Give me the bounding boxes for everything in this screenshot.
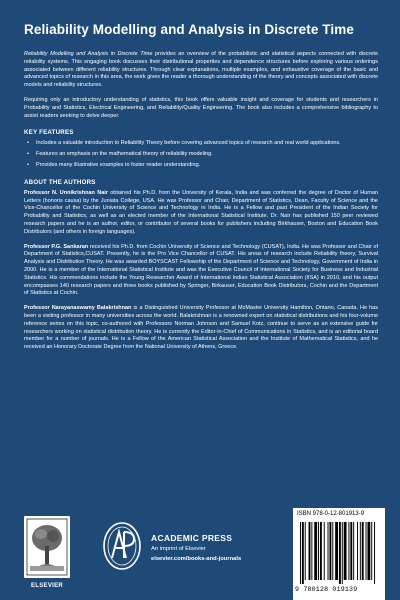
- intro-book-title: Reliability Modelling and Analysis in Discrete Time: [24, 51, 153, 57]
- author-bio: [24, 305, 378, 352]
- author-bio-text: obtained his Ph.D. from the University of Kerala, India and was conferred the degree of Doctor of Human Letters (honoris causa) by the Juniata College, USA. He was Professor and Chair, Department of Statistics, Dean, Faculty of Science and the Vice-Chancellor of the Cochin University of Science and Technology in India. He is a Fellow and past President of the Indian Society for Probability and Statistics, as well as an elected member of the International Statistical Institute. Dr. Nair has published 150 peer reviewed research papers and he is an author, editor, or contributor of several books for publishers including Birkhauser, Boston and Education Book Distributors (and others in foreign languages).: [24, 189, 378, 235]
- author-bio-text: is a Distinguished University Professor at McMaster University Hamilton, Ontario, Canada. He has been a visiting professor in many universities across the world. Balakrishnan is a renowned expert on statistical distributions and his four-volume reference series on this topic, co-authored with Professors Norman Johnson and Samuel Kotz, continue to serve as an extensive guide for researchers working on statistical distribution theory. He is currently the Editor-in-Chief of Communications in Statistics, and is an editorial board member for a number of journals. He is a Fellow of the American Statistical Association and the Institute of Mathematical Statistics, and he received an Honorary Doctorate Degree from the National University of Athens, Greece.: [24, 305, 378, 351]
- key-features-list: [24, 140, 378, 169]
- author-name: Professor Narayanaswamy Balakrishnan: [24, 305, 132, 312]
- author-bio: [24, 190, 378, 237]
- feature-item: • Features an emphasis on the mathematical theory of reliability modeling.: [36, 151, 378, 159]
- imprint-note: An imprint of Elsevier: [151, 546, 206, 552]
- book-title: Reliability Modelling and Analysis in Discrete Time: [24, 22, 354, 37]
- publisher-url: elsevier.com/books-and-journals: [151, 556, 242, 562]
- academic-press-logo: [100, 520, 144, 572]
- elsevier-label: ELSEVIER: [30, 583, 64, 589]
- isbn-text: ISBN 978-0-12-801913-9: [297, 511, 365, 517]
- barcode-number: 9 780128 019139: [295, 586, 358, 593]
- barcode-panel: [293, 508, 385, 600]
- feature-item: • Includes a valuable introduction to Reliability Theory before covering advanced topics of research and real world applications.: [36, 140, 378, 148]
- feature-item: • Provides many illustrative examples to foster reader understanding.: [36, 162, 378, 170]
- intro-paragraph: [24, 51, 378, 90]
- intro-text: provides an overview of the probabilistic and statistical aspects connected with discrete reliability systems. This engaging book discusses their distributional properties and dependence structures before exploring various orderings associated between different reliability structures. Through clear explanations, multiple examples, and exhaustive coverage of the basic and advanced topics of research in this area, the work gives the reader a thorough understanding of the theory and concepts associated with discrete models and reliability structures.: [24, 51, 378, 89]
- elsevier-tree-logo: [24, 516, 70, 578]
- author-bio: [24, 244, 378, 299]
- key-features-heading: KEY FEATURES: [24, 129, 74, 137]
- about-authors-heading: ABOUT THE AUTHORS: [24, 178, 96, 186]
- academic-press-name: ACADEMIC PRESS: [151, 533, 233, 543]
- author-bio-text: received his Ph.D. from Cochin University of Science and Technology (CUSAT), India. He was Professor and Chair of Department of Statistics,CUSAT. Presently, he is the Pro Vice Chancellor of CUSAT. His areas of research include Reliability theory, Survival Analysis and Distribution Theory. He was awarded BOYSCAST Fellowship of the Department of Science and Technology, Government of India in 2000. He is a member of the International Statistical Institute and was the Executive Council of International Society for Business and Industrial Statistics. His commendations include the Young Researcher Award of International Indian Statistical Association (IISA) in 2010, and his output encompasses 140 research papers and three books published by Springer, Birkauser, Education Book Distributors, Cochin and the Department of Statistics at Cochin.: [24, 243, 378, 297]
- barcode-icon: [297, 522, 381, 584]
- author-name: Professor P.G. Sankaran: [24, 243, 89, 250]
- author-name: Professor N. Unnikrishnan Nair: [24, 189, 108, 196]
- intro-paragraph-2: Requiring only an introductory understanding of statistics, this book offers valuable insight and coverage for students and researchers in Probability and Statistics, Electrical Engineering, and Reliability/Quality Engineering. The book also includes a comprehensive bibliography to assist readers seeking to delve deeper.: [24, 96, 378, 119]
